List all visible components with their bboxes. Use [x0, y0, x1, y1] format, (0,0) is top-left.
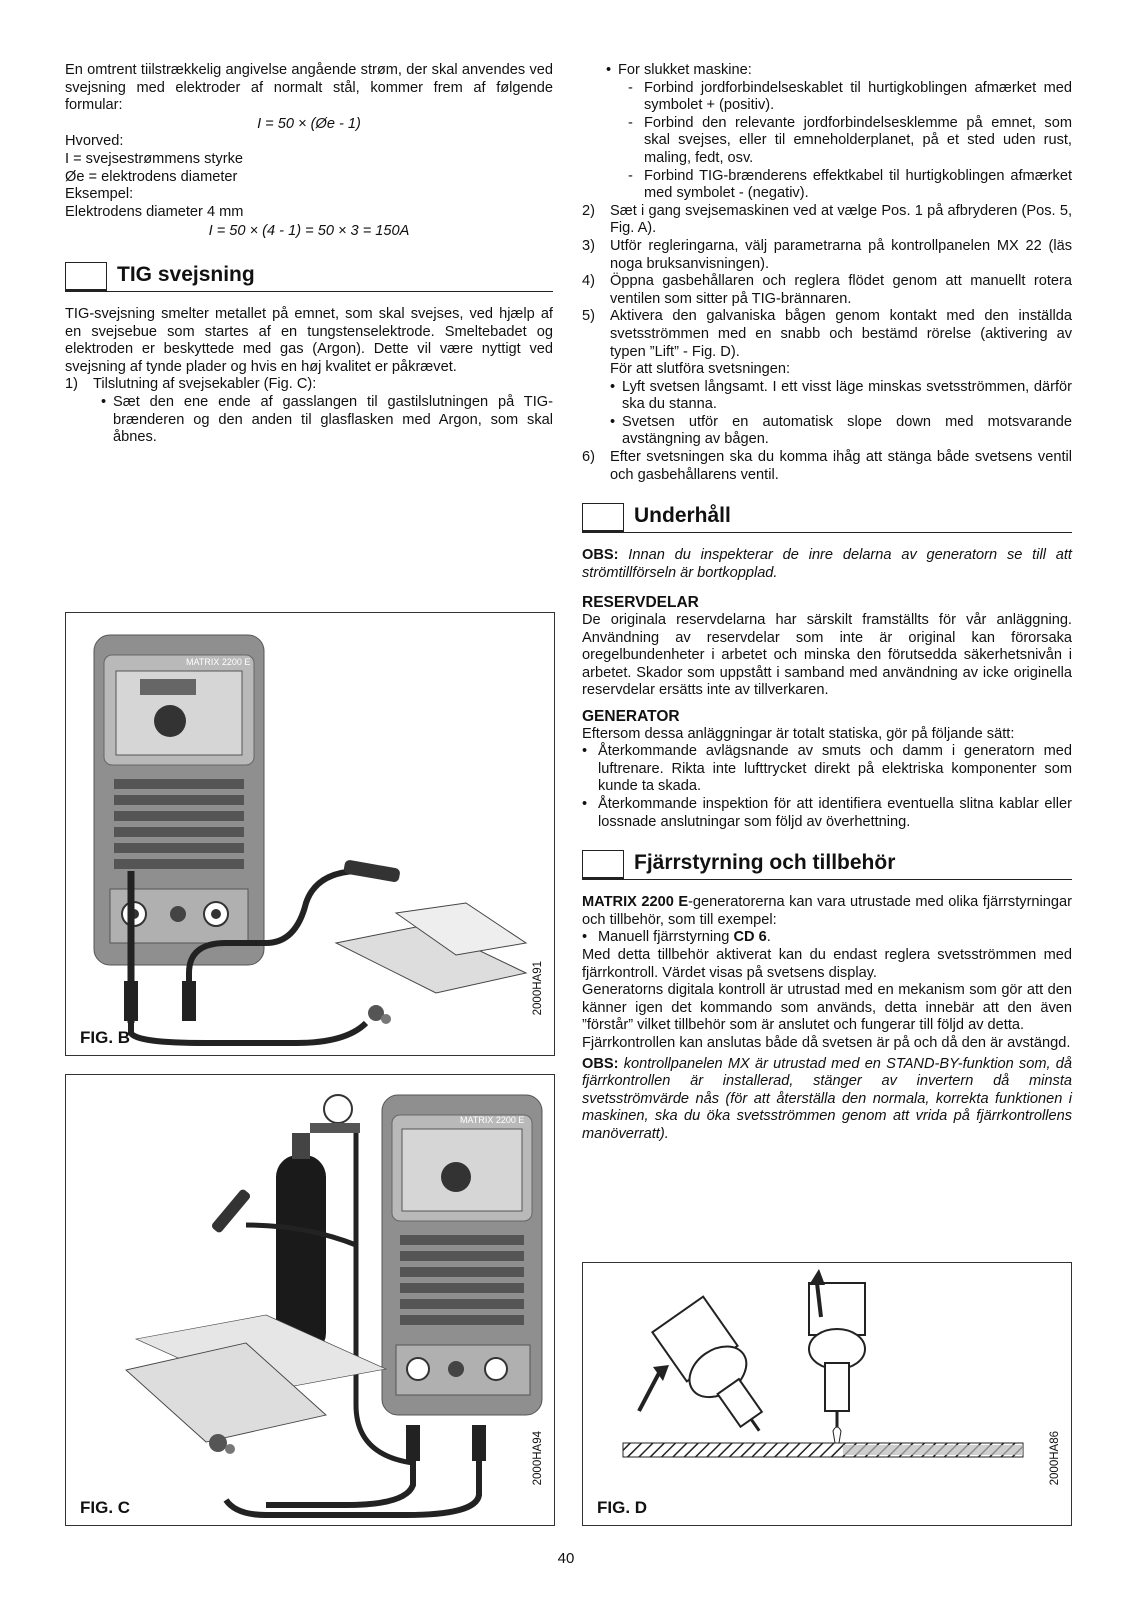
- obs-label: OBS:: [582, 547, 619, 564]
- obs-label: OBS:: [582, 1055, 619, 1072]
- bullet-icon: •: [582, 795, 588, 812]
- section-title-tig: TIG svejsning: [117, 262, 255, 286]
- section-heading-tig: [65, 257, 553, 292]
- generator-text: Eftersom dessa anläggningar är totalt statiska, gör på följande sätt:: [582, 725, 1015, 742]
- step-1: [65, 376, 553, 394]
- bullet-lift: [582, 379, 1072, 414]
- bullet-icon: •: [101, 393, 107, 410]
- section-title-maintenance: Underhåll: [634, 504, 731, 528]
- figure-d-label: FIG. D: [597, 1498, 648, 1518]
- section-heading-maintenance: [582, 498, 1072, 533]
- tig-description: TIG-svejsning smelter metallet på emnet, som skal svejses, ved hjælp af en svejsebue som startes af en tungstenselektrode. Smeltebadet og elektroden er beskyttede med gas (Argon). Dette vil være nyttigt ved svejsning af tynde plader og hvis en høj kvalitet er påkrævet.: [65, 305, 553, 375]
- left-column: [65, 62, 553, 447]
- bullet-slope: [582, 414, 1072, 449]
- bullet-machine-off: [582, 62, 1072, 80]
- cd-end: .: [766, 929, 771, 946]
- bullet-text: [598, 929, 1072, 947]
- bullet-icon: •: [606, 62, 612, 78]
- generator-bullet-1: [582, 743, 1072, 796]
- section-box-icon: [582, 850, 624, 880]
- bullet-text: Sæt den ene ende af gasslangen til gastilslutningen på TIG-brænderen og den anden til glasflasken med Argon, som skal åbnes.: [113, 393, 553, 446]
- machine-brand: MATRIX 2200 E: [186, 657, 251, 667]
- figure-b-label: FIG. B: [80, 1028, 131, 1048]
- obs-text: kontrollpanelen MX är utrustad med en STAND-BY-funktion som, då fjärrkontrollen är installerad, stänger av invertern då minsta svetsströmvärde nås (för att återställa den normala, korrekta funktionen i maskinen, ska du öka svetsströmmen genom att vrida på fjärrkontrollens manöverratt).: [582, 1055, 1072, 1142]
- bullet-gas-hose: [65, 394, 553, 447]
- figure-b: [65, 612, 555, 1056]
- example-label: Eksempel:: [65, 186, 134, 203]
- formula-example: I = 50 × (4 - 1) = 50 × 3 = 150A: [208, 223, 410, 240]
- spare-parts-text: De originala reservdelarna har särskilt framställts för vår anläggning. Användning av reservdelar som inte är original kan förorsaka oregelbundenheter i arbetet och minska den förutsedda säkerhetsnivån i arbetet. Skador som uppstått i samband med användning av icke originella reservdelar ersätts inte av tillverkaren.: [582, 612, 1072, 699]
- remote-text-3: Fjärrkontrollen kan anslutas både då svetsen är på och då den är avstängd.: [582, 1034, 1071, 1051]
- step-number: 4): [582, 273, 595, 290]
- where-label: Hvorved:: [65, 133, 124, 150]
- figure-c-code: 2000HA94: [532, 1430, 545, 1485]
- step-text: Tilslutning af svejsekabler (Fig. C):: [93, 376, 317, 393]
- cd-model: CD 6: [733, 929, 767, 946]
- dash-icon: -: [628, 167, 633, 184]
- figure-d-code: 2000HA86: [1049, 1430, 1062, 1485]
- step-4: [582, 273, 1072, 308]
- obs-note-1: [582, 547, 1072, 582]
- dash-item-3: [582, 168, 1072, 203]
- step-number: 1): [65, 376, 78, 393]
- formula-general: I = 50 × (Øe - 1): [257, 115, 361, 132]
- matrix-desc: -generatorerna kan vara utrustade med olika fjärrstyrningar och tillbehör, som till exempel:: [582, 894, 1072, 928]
- section-heading-remote: [582, 845, 1072, 880]
- dash-text: Forbind TIG-brænderens effektkabel til hurtigkoblingen afmærket med symbolet - (negativ).: [644, 167, 1072, 202]
- section-title-remote: Fjärrstyrning och tillbehör: [634, 851, 896, 875]
- page-number: 40: [557, 1550, 575, 1567]
- figure-d: [582, 1262, 1072, 1526]
- remote-text-2: Generatorns digitala kontroll är utrustad med en mekanism som gör att den känner igen det kommando som används, detta innebär att den även ”förstår” vilket tillbehör som är anslutet och fungerar till följd av detta.: [582, 982, 1072, 1034]
- matrix-model: MATRIX 2200 E: [582, 894, 689, 911]
- example-diameter: Elektrodens diameter 4 mm: [65, 203, 244, 220]
- step-2: [582, 203, 1072, 238]
- matrix-text: [582, 894, 1072, 929]
- step-text: Sæt i gang svejsemaskinen ved at vælge Pos. 1 på afbryderen (Pos. 5, Fig. A).: [610, 202, 1072, 237]
- lift-arc-illustration: [583, 1263, 1073, 1527]
- bullet-icon: •: [582, 929, 588, 946]
- intro-text: En omtrent tiilstrækkelig angivelse angående strøm, der skal anvendes ved svejsning med elektroder af normalt stål, kommer frem af følgende formular:: [65, 62, 553, 114]
- remote-bullet-cd6: [582, 929, 1072, 947]
- dash-text: Forbind den relevante jordforbindelsesklemme på emnet, som skal svejses, eller til emneholderplanet, på et sted uden rust, maling, fedt, osv.: [644, 114, 1072, 166]
- step-5: [582, 308, 1072, 361]
- dash-item-2: [582, 115, 1072, 168]
- dash-icon: -: [628, 114, 633, 131]
- subheading-generator: GENERATOR: [582, 708, 680, 725]
- bullet-icon: •: [610, 378, 616, 395]
- obs-text: Innan du inspekterar de inre delarna av generatorn se till att strömtillförseln är bortkopplad.: [582, 547, 1072, 581]
- definition-current: I = svejsestrømmens styrke: [65, 150, 243, 167]
- bullet-icon: •: [610, 413, 616, 430]
- welder-illustration-c: [66, 1075, 556, 1527]
- obs-note-2: [582, 1056, 1072, 1144]
- step-number: 3): [582, 237, 595, 254]
- step-number: 2): [582, 202, 595, 219]
- bullet-text: Lyft svetsen långsamt. I ett visst läge minskas svetsströmmen, därför ska du stanna.: [622, 378, 1072, 413]
- step-3: [582, 238, 1072, 273]
- figure-c: [65, 1074, 555, 1526]
- finish-label: För att slutföra svetsningen:: [610, 361, 791, 378]
- bullet-text: For slukket maskine:: [618, 62, 752, 78]
- figure-b-code: 2000HA91: [532, 960, 545, 1015]
- generator-bullet-2: [582, 796, 1072, 831]
- subheading-spare-parts: RESERVDELAR: [582, 594, 699, 612]
- step-number: 6): [582, 449, 595, 466]
- figure-c-label: FIG. C: [80, 1498, 131, 1518]
- welder-illustration-b: [66, 613, 556, 1057]
- machine-brand: MATRIX 2200 E: [460, 1115, 525, 1125]
- section-box-icon: [65, 262, 107, 292]
- bullet-icon: •: [582, 743, 588, 760]
- step-number: 5): [582, 308, 595, 325]
- step-text: Öppna gasbehållaren och reglera flödet genom att manuellt rotera ventilen som sitter på TIG-brännaren.: [610, 273, 1072, 307]
- right-column: [582, 62, 1072, 1143]
- bullet-text: Återkommande inspektion för att identifiera eventuella slitna kablar eller lossnade anslutningar som följd av överhettning.: [598, 795, 1072, 830]
- bullet-text: Svetsen utför en automatisk slope down med motsvarande avstängning av bågen.: [622, 413, 1072, 448]
- section-box-icon: [582, 503, 624, 533]
- step-text: Aktivera den galvaniska bågen genom kontakt med den inställda svetsströmmen med en snabb och bestämd rörelse (aktivering av typen ”Lift” - Fig. D).: [610, 308, 1072, 360]
- definition-diameter: Øe = elektrodens diameter: [65, 168, 238, 185]
- cd-label: Manuell fjärrstyrning: [598, 929, 734, 946]
- step-text: Utför regleringarna, välj parametrarna på kontrollpanelen MX 22 (läs noga bruksanvisningen).: [610, 237, 1072, 272]
- dash-icon: -: [628, 79, 633, 96]
- bullet-text: Återkommande avlägsnande av smuts och damm i generatorn med luftrenare. Rikta inte lufttrycket direkt på elektriska komponenter som kunde ta skada.: [598, 743, 1072, 795]
- remote-text-1: Med detta tillbehör aktiverat kan du endast reglera svetsströmmen med fjärrkontroll. Värdet visas på svetsens display.: [582, 946, 1072, 981]
- step-6: [582, 449, 1072, 484]
- dash-item-1: [582, 80, 1072, 115]
- dash-text: Forbind jordforbindelseskablet til hurtigkoblingen afmærket med symbolet + (positiv).: [644, 79, 1072, 114]
- step-text: Efter svetsningen ska du komma ihåg att stänga både svetsens ventil och gasbehållarens ventil.: [610, 449, 1072, 483]
